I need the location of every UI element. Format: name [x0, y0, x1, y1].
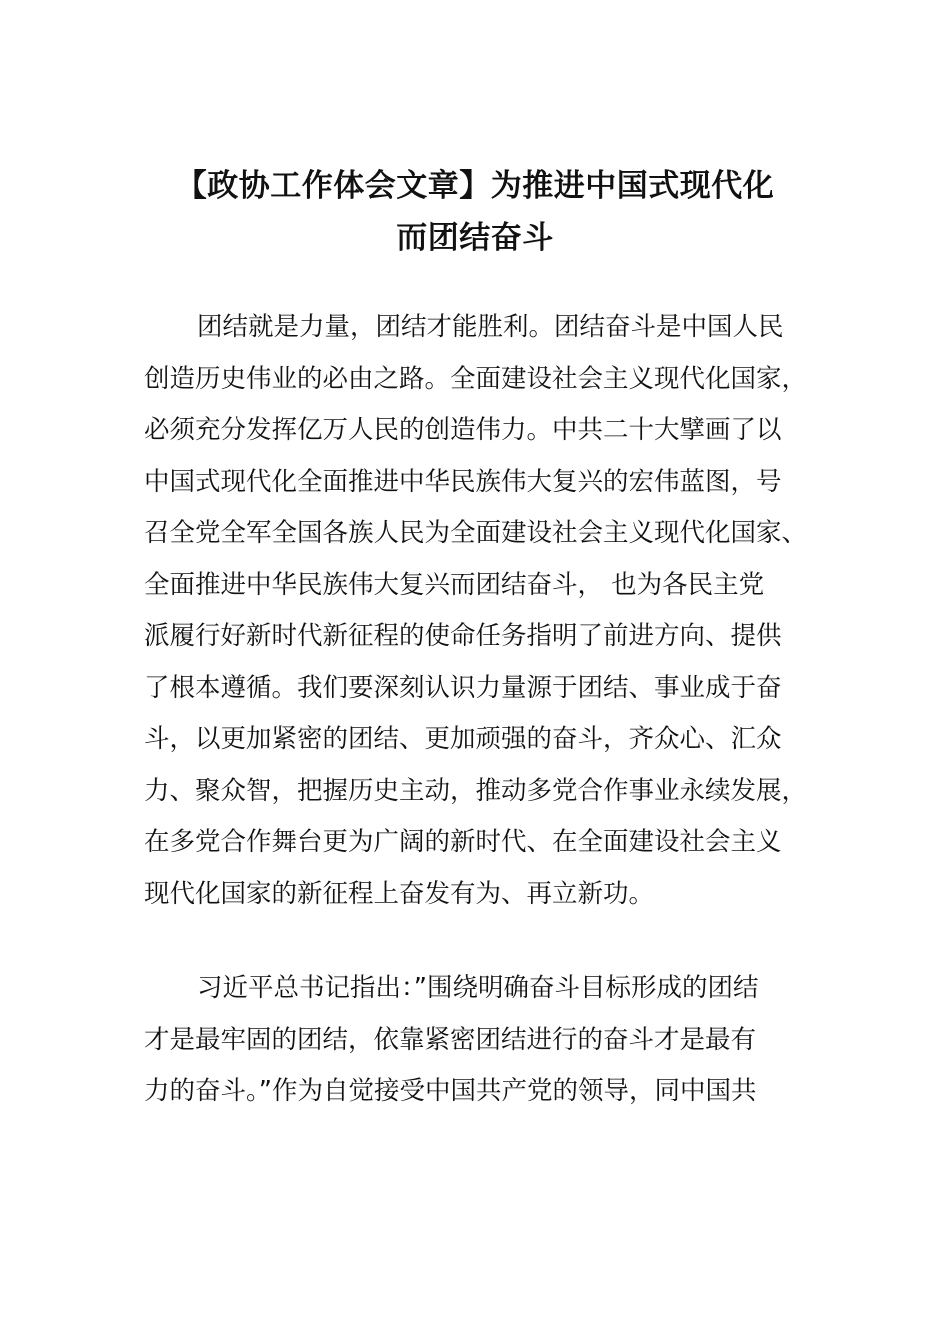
document-title	[100, 160, 850, 264]
paragraph-line: 全面推进中华民族伟大复兴而团结奋斗， 也为各民主党	[144, 569, 765, 600]
paragraph-line: 现代化国家的新征程上奋发有为、再立新功。	[144, 878, 655, 909]
paragraph-line: 必须充分发挥亿万人民的创造伟力。中共二十大擘画了以	[144, 415, 782, 445]
paragraph-line: 中国式现代化全面推进中华民族伟大复兴的宏伟蓝图，号	[144, 466, 782, 497]
paragraph-line: 创造历史伟业的必由之路。全面建设社会主义现代化国家，	[144, 363, 808, 394]
paragraph-line: 才是最牢固的团结，依靠紧密团结进行的奋斗才是最有	[144, 1024, 757, 1055]
paragraph-line: 团结就是力量，团结才能胜利。团结奋斗是中国人民	[197, 312, 784, 342]
title-line-1: 【政协工作体会文章】为推进中国式现代化	[175, 168, 775, 204]
paragraph-2	[144, 963, 864, 1118]
paragraph-1	[144, 302, 864, 920]
paragraph-line: 习近平总书记指出：”围绕明确奋斗目标形成的团结	[197, 973, 759, 1003]
title-line-2: 而团结奋斗	[396, 220, 554, 256]
paragraph-line: 了根本遵循。我们要深刻认识力量源于团结、事业成于奋	[144, 672, 782, 703]
paragraph-line: 在多党合作舞台更为广阔的新时代、在全面建设社会主义	[144, 827, 782, 857]
paragraph-line: 斗，以更加紧密的团结、更加顽强的奋斗，齐众心、汇众	[144, 724, 782, 754]
paragraph-line: 力、聚众智，把握历史主动，推动多党合作事业永续发展，	[144, 775, 808, 806]
paragraph-line: 力的奋斗。”作为自觉接受中国共产党的领导，同中国共	[144, 1076, 757, 1106]
paragraph-line: 召全党全军全国各族人民为全面建设社会主义现代化国家、	[144, 518, 808, 548]
paragraph-line: 派履行好新时代新征程的使命任务指明了前进方向、提供	[144, 621, 782, 651]
